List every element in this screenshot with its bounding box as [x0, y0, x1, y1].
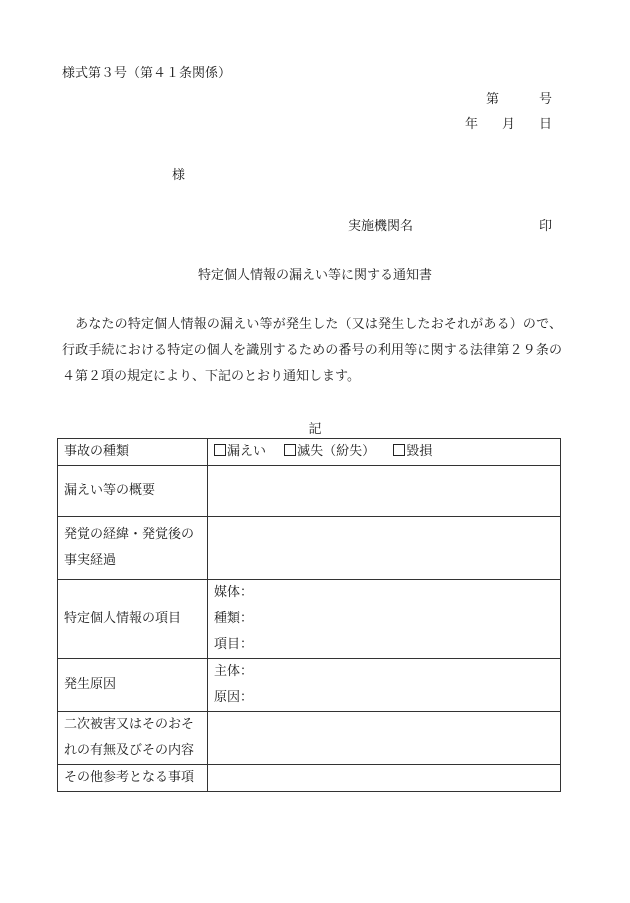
row-label: 発覚の経緯・発覚後の事実経過	[58, 517, 208, 580]
table-row	[58, 712, 561, 765]
date-month: 月	[501, 117, 515, 132]
field-item: 項目：	[214, 637, 254, 652]
date-year: 年	[464, 117, 478, 132]
doc-number-prefix: 第	[485, 92, 499, 107]
date-line	[465, 113, 552, 132]
row-value[interactable]	[208, 580, 561, 659]
row-label: 二次被害又はそのおそれの有無及びその内容	[58, 712, 208, 765]
field-subject: 主体：	[214, 664, 254, 679]
row-value[interactable]	[208, 659, 561, 712]
table-row	[58, 466, 561, 517]
checkbox-box	[214, 444, 226, 456]
ki-heading: 記	[308, 422, 322, 437]
field-media: 媒体：	[214, 585, 254, 600]
table-row	[58, 517, 561, 580]
document-title: 特定個人情報の漏えい等に関する通知書	[197, 268, 432, 283]
row-value[interactable]	[208, 517, 561, 580]
row-label: 事故の種類	[58, 439, 208, 466]
document-number-line	[486, 88, 552, 107]
row-label: その他参考となる事項	[58, 765, 208, 792]
table-row	[58, 580, 561, 659]
table-row	[58, 659, 561, 712]
row-value[interactable]	[208, 765, 561, 792]
sender-label: 実施機関名	[348, 219, 414, 234]
seal-mark: 印	[538, 219, 552, 234]
body-paragraph	[62, 312, 562, 390]
row-label: 漏えい等の概要	[58, 466, 208, 517]
checkbox-damage[interactable]: 毀損	[393, 439, 432, 465]
checkbox-box	[284, 444, 296, 456]
doc-number-suffix: 号	[538, 92, 552, 107]
table-row	[58, 439, 561, 466]
field-cause: 原因：	[214, 690, 254, 705]
addressee-suffix: 様	[172, 168, 186, 183]
checkbox-box	[393, 444, 405, 456]
row-value[interactable]	[208, 712, 561, 765]
checkbox-loss[interactable]: 滅失（紛失）	[284, 439, 375, 465]
row-value	[208, 439, 561, 466]
date-day: 日	[538, 117, 552, 132]
row-value[interactable]	[208, 466, 561, 517]
body-text: あなたの特定個人情報の漏えい等が発生した（又は発生したおそれがある）ので、行政手続における特定の個人を識別するための番号の利用等に関する法律第２９条の４第２項の規定により、下記のとおり通知します。	[62, 317, 562, 384]
checkbox-leak[interactable]: 漏えい	[214, 439, 266, 465]
form-number: 様式第３号（第４１条関係）	[62, 66, 232, 81]
row-label: 特定個人情報の項目	[58, 580, 208, 659]
notice-table	[57, 438, 561, 792]
field-type: 種類：	[214, 611, 254, 626]
table-row	[58, 765, 561, 792]
row-label: 発生原因	[58, 659, 208, 712]
